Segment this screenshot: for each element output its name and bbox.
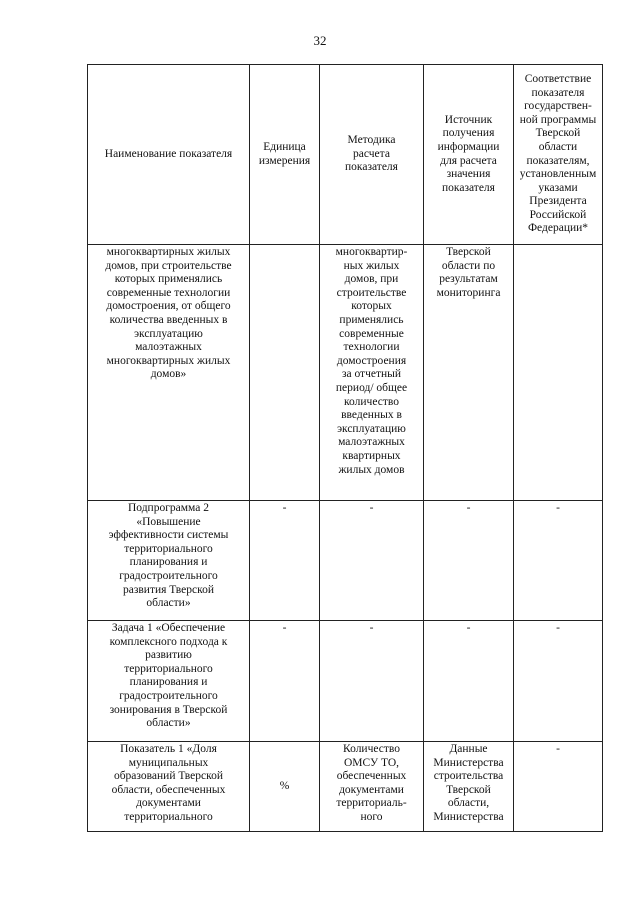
cell-method: - [320, 621, 424, 742]
cell-source: Данные Министерства строительства Тверской области, Министерства [424, 742, 514, 832]
cell-unit: % [250, 742, 320, 832]
cell-unit: - [250, 501, 320, 621]
cell-method: - [320, 501, 424, 621]
header-unit: Единица измерения [250, 65, 320, 245]
page-number: 32 [313, 33, 327, 48]
cell-correspondence [514, 245, 603, 501]
header-correspondence: Соответствие показателя государствен- ной программы Тверской области показателям, установленным указами Президента Российской Федерации* [514, 65, 603, 245]
table-row [88, 501, 603, 621]
cell-correspondence: - [514, 742, 603, 832]
cell-source: Тверской области по результатам мониторинга [424, 245, 514, 501]
cell-indicator-name: многоквартирных жилых домов, при строительстве которых применялись современные технологии домостроения, от общего количества введенных в эксплуатацию малоэтажных многоквартирных жилых домов» [88, 245, 250, 501]
cell-indicator-name: Показатель 1 «Доля муниципальных образований Тверской области, обеспеченных документами территориального [88, 742, 250, 832]
cell-correspondence: - [514, 621, 603, 742]
table-row [88, 621, 603, 742]
cell-correspondence: - [514, 501, 603, 621]
cell-method: многоквартир- ных жилых домов, при строительстве которых применялись современные технологии домостроения за отчетный период/ общее количество введенных в эксплуатацию малоэтажных квартирных жилых домов [320, 245, 424, 501]
cell-source: - [424, 501, 514, 621]
header-method: Методика расчета показателя [320, 65, 424, 245]
indicators-table [87, 64, 603, 832]
header-source: Источник получения информации для расчета значения показателя [424, 65, 514, 245]
table-row [88, 245, 603, 501]
cell-unit: - [250, 621, 320, 742]
table-header-row [88, 65, 603, 245]
cell-indicator-name: Подпрограмма 2 «Повышение эффективности системы территориального планирования и градостроительного развития Тверской области» [88, 501, 250, 621]
cell-unit [250, 245, 320, 501]
cell-indicator-name: Задача 1 «Обеспечение комплексного подхода к развитию территориального планирования и градостроительного зонирования в Тверской области» [88, 621, 250, 742]
header-indicator-name: Наименование показателя [88, 65, 250, 245]
table-row [88, 742, 603, 832]
cell-source: - [424, 621, 514, 742]
cell-method: Количество ОМСУ ТО, обеспеченных документами территориаль- ного [320, 742, 424, 832]
